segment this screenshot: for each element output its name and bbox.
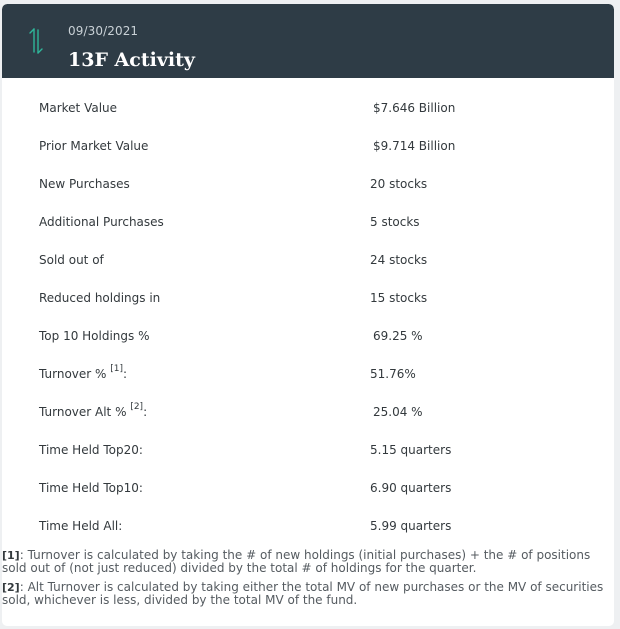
row-value: 6.90 quarters	[370, 481, 452, 495]
activity-card	[2, 4, 614, 626]
footnote-ref-link[interactable]: [2]	[130, 402, 144, 412]
table-row	[2, 318, 614, 356]
row-label: New Purchases	[39, 177, 130, 191]
table-row	[2, 508, 614, 546]
table-row	[2, 90, 614, 128]
row-label-text: Turnover Alt %	[39, 405, 127, 419]
table-row	[2, 470, 614, 508]
card-title: 13F Activity	[68, 49, 195, 71]
card-header	[2, 4, 614, 78]
row-value: 69.25 %	[373, 329, 423, 343]
footnote-text: : Alt Turnover is calculated by taking either the total MV of new purchases or the MV of securities sold, whichever is less, divided by the total MV of the fund.	[2, 580, 604, 607]
footnote	[2, 549, 614, 575]
row-label: Reduced holdings in	[39, 291, 161, 305]
row-value: 20 stocks	[370, 177, 428, 191]
row-label: Sold out of	[39, 253, 104, 267]
footnote-marker: [1]	[2, 549, 20, 562]
table-row	[2, 166, 614, 204]
footnote-ref-link[interactable]: [1]	[110, 364, 123, 374]
table-row	[2, 204, 614, 242]
table-row	[2, 356, 614, 394]
row-value: 15 stocks	[370, 291, 428, 305]
row-label: Time Held Top20:	[39, 443, 143, 457]
row-value: $7.646 Billion	[373, 101, 456, 115]
table-row	[2, 280, 614, 318]
row-label: Market Value	[39, 101, 118, 115]
table-row	[2, 128, 614, 166]
row-value: 24 stocks	[370, 253, 428, 267]
activity-table	[2, 90, 614, 546]
footnote-marker: [2]	[2, 581, 20, 594]
row-label	[39, 402, 148, 419]
sort-arrows-icon	[27, 26, 45, 56]
row-label: Prior Market Value	[39, 139, 149, 153]
footnote	[2, 581, 614, 607]
row-label: Time Held All:	[39, 519, 123, 533]
row-value: 51.76%	[370, 367, 416, 381]
row-value: 5.15 quarters	[370, 443, 452, 457]
row-label-text: Turnover %	[39, 367, 107, 381]
table-row	[2, 242, 614, 280]
footnote-text: : Turnover is calculated by taking the # of new holdings (initial purchases) + the # of positions sold out of (not just reduced) divided by the total # of holdings for the quarter.	[2, 548, 591, 575]
row-value: 5.99 quarters	[370, 519, 452, 533]
row-value: 25.04 %	[373, 405, 423, 419]
row-label: Time Held Top10:	[39, 481, 143, 495]
row-label	[39, 364, 128, 381]
row-value: $9.714 Billion	[373, 139, 456, 153]
report-date: 09/30/2021	[68, 24, 139, 38]
row-label: Top 10 Holdings %	[39, 329, 150, 343]
row-value: 5 stocks	[370, 215, 420, 229]
row-label: Additional Purchases	[39, 215, 164, 229]
table-row	[2, 432, 614, 470]
table-row	[2, 394, 614, 432]
row-label-suffix: :	[123, 367, 128, 381]
footnotes	[2, 549, 614, 613]
row-label-suffix: :	[143, 405, 148, 419]
